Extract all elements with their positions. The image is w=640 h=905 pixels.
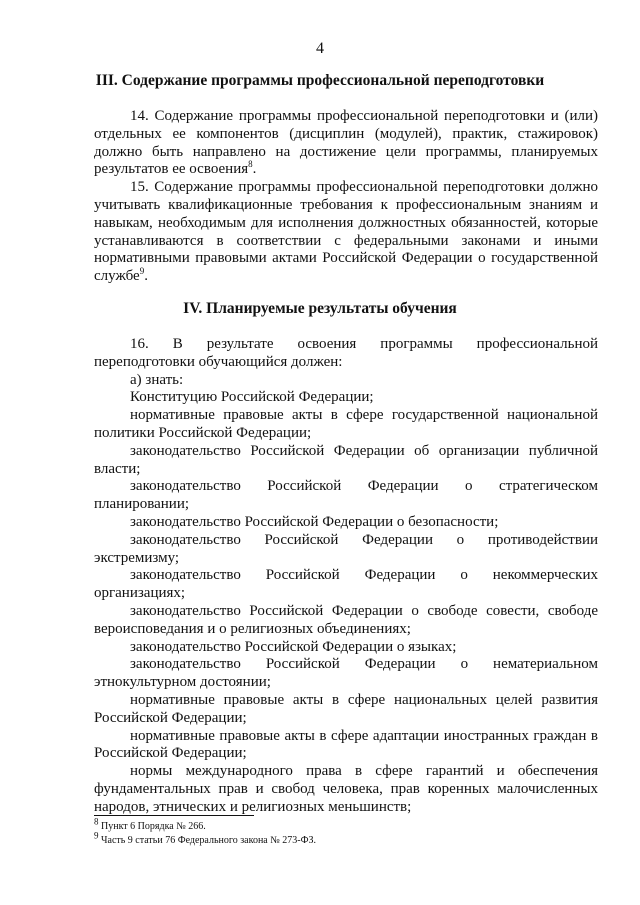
- footnote-num: 9: [94, 830, 99, 841]
- footnote-8: [94, 816, 598, 834]
- section-3-title: III. Содержание программы профессиональной переподготовки: [95, 72, 545, 89]
- paragraph-15: [94, 179, 598, 286]
- footnote-ref-8[interactable]: 8: [248, 159, 253, 170]
- list-item: законодательство Российской Федерации о противодействии экстремизму;: [94, 531, 598, 566]
- section-4-title: IV. Планируемые результаты обучения: [183, 300, 457, 317]
- list-item: законодательство Российской Федерации о некоммерческих организациях;: [94, 567, 598, 602]
- footnotes: [94, 815, 598, 848]
- list-item: законодательство Российской Федерации о нематериальном этнокультурном достоянии;: [94, 656, 598, 691]
- footnote-ref-9[interactable]: 9: [139, 266, 145, 277]
- list-item: нормативные правовые акты в сфере государственной национальной политики Российской Федерации;: [94, 407, 598, 441]
- list-item: законодательство Российской Федерации о свободе совести, свободе вероисповедания и о религиозных объединениях;: [94, 602, 598, 637]
- footnote-text: Пункт 6 Порядка № 266.: [101, 821, 206, 832]
- footnote-9: [94, 830, 598, 848]
- section-4-body: [94, 336, 598, 817]
- paragraph-15-end: .: [144, 268, 148, 285]
- paragraph-14-text: 14. Содержание программы профессиональной переподготовки и (или) отдельных ее компонентов (дисциплин (модулей), практик, стажировок) должно быть направлено на достижение цели программы, планируемых результатов ее освоения: [94, 108, 598, 178]
- subhead-know: а) знать:: [130, 371, 184, 388]
- list-item: законодательство Российской Федерации о безопасности;: [130, 513, 499, 530]
- footnote-num: 8: [94, 816, 99, 827]
- section-3-body: [94, 108, 598, 286]
- paragraph-14-end: .: [252, 161, 257, 178]
- list-item: законодательство Российской Федерации об организации публичной власти;: [94, 442, 598, 477]
- list-item: нормативные правовые акты в сфере национальных целей развития Российской Федерации;: [94, 691, 598, 726]
- list-item: законодательство Российской Федерации о стратегическом планировании;: [94, 478, 598, 513]
- list-item: нормы международного права в сфере гарантий и обеспечения фундаментальных прав и свобод человека, прав коренных малочисленных народов, этнических и религиозных меньшинств;: [94, 763, 598, 815]
- footnote-text: Часть 9 статьи 76 Федерального закона № 273-ФЗ.: [101, 835, 317, 846]
- list-item: законодательство Российской Федерации о языках;: [130, 638, 457, 655]
- paragraph-15-text: 15. Содержание программы профессиональной переподготовки должно учитывать квалификационные требования к профессиональным знаниям и навыкам, необходимым для исполнения должностных обязанностей, которые устанавливаются в соответствии с федеральными законами и иными нормативными правовыми актами Российской Федерации о государственной службе: [94, 179, 598, 285]
- list-item: нормативные правовые акты в сфере адаптации иностранных граждан в Российской Федерации;: [94, 727, 598, 762]
- paragraph-16: 16. В результате освоения программы профессиональной переподготовки обучающийся должен:: [94, 336, 598, 370]
- page-number: 4: [316, 40, 324, 57]
- footnote-divider: [94, 815, 254, 816]
- list-item: Конституцию Российской Федерации;: [130, 389, 374, 406]
- paragraph-14: [94, 108, 598, 179]
